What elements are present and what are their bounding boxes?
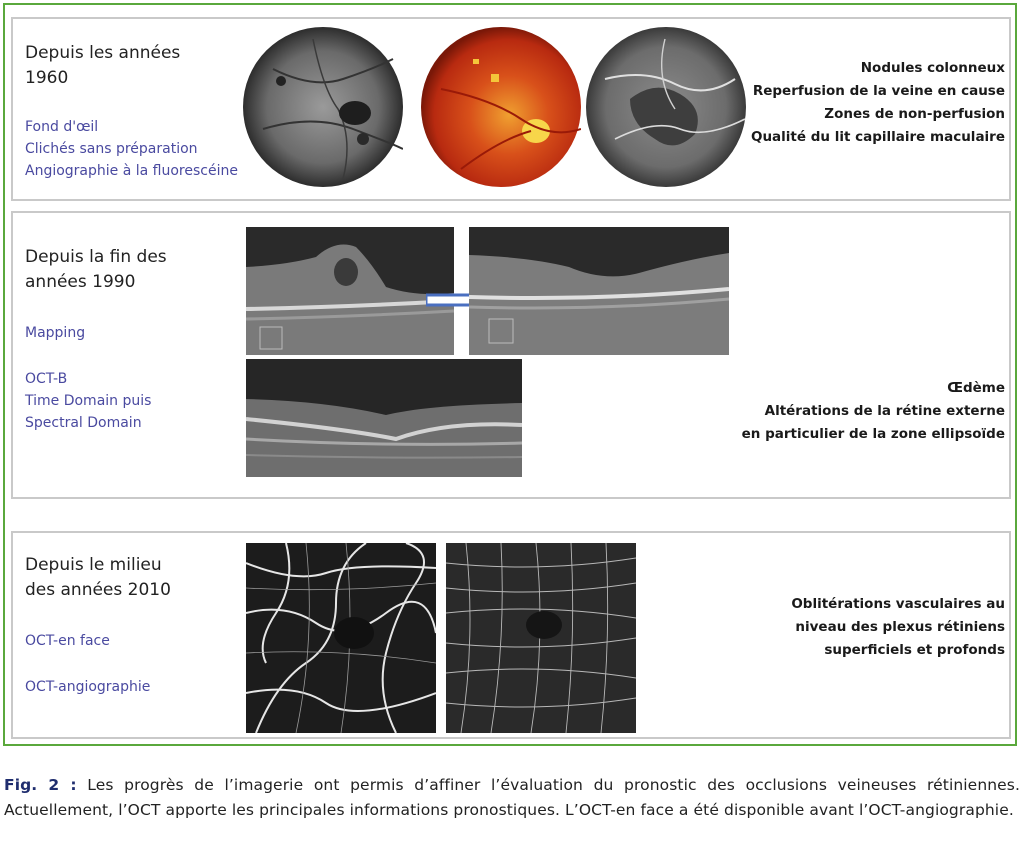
fluorescein-angiography-image xyxy=(585,19,747,191)
panel-2010-oct-en-face: OCT-en face xyxy=(25,633,110,649)
oct-scan-before xyxy=(246,227,454,355)
oct-b-scan xyxy=(246,359,522,477)
panel-1960-techniques: Fond d'œil Clichés sans préparation Angiographie à la fluorescéine xyxy=(25,119,238,179)
panel-1990-mapping: Mapping xyxy=(25,325,86,341)
panel-2010 xyxy=(11,531,1011,739)
panel-2010-title: Depuis le milieu des années 2010 xyxy=(25,555,171,600)
panel-1960-findings: Nodules colonneux Reperfusion de la veine en cause Zones de non-perfusion Qualité du lit capillaire maculaire xyxy=(750,60,1005,145)
panel-1990 xyxy=(11,211,1011,499)
panel-1990-title: Depuis la fin des années 1990 xyxy=(25,247,167,292)
panel-2010-oct-angiography: OCT-angiographie xyxy=(25,679,151,695)
panel-1960-title: Depuis les années 1960 xyxy=(25,43,181,88)
figure-frame xyxy=(3,3,1017,746)
caption-label: Fig. 2 : xyxy=(4,776,77,794)
panel-1990-oct-b: OCT-B Time Domain puis Spectral Domain xyxy=(25,371,152,431)
oct-angiography-deep-plexus xyxy=(446,543,636,733)
caption-text: Les progrès de l’imagerie ont permis d’affiner l’évaluation du pronostic des occlusions veineuses rétiniennes. Actuellement, l’OCT apporte les principales informations pronostiques. L’OCT-en face a été disponible avant l’OCT-angiographie. xyxy=(4,776,1021,819)
fundus-color-image xyxy=(421,19,581,191)
oct-scan-after xyxy=(469,227,729,355)
panel-2010-findings: Oblitérations vasculaires au niveau des plexus rétiniens superficiels et profonds xyxy=(791,596,1005,658)
panel-1960 xyxy=(11,17,1011,201)
figure-caption xyxy=(4,773,1020,823)
panel-1990-findings: Œdème Altérations de la rétine externe en particulier de la zone ellipsoïde xyxy=(741,380,1005,442)
fundus-grayscale-image xyxy=(243,19,403,191)
oct-angiography-superficial-plexus xyxy=(246,543,436,733)
